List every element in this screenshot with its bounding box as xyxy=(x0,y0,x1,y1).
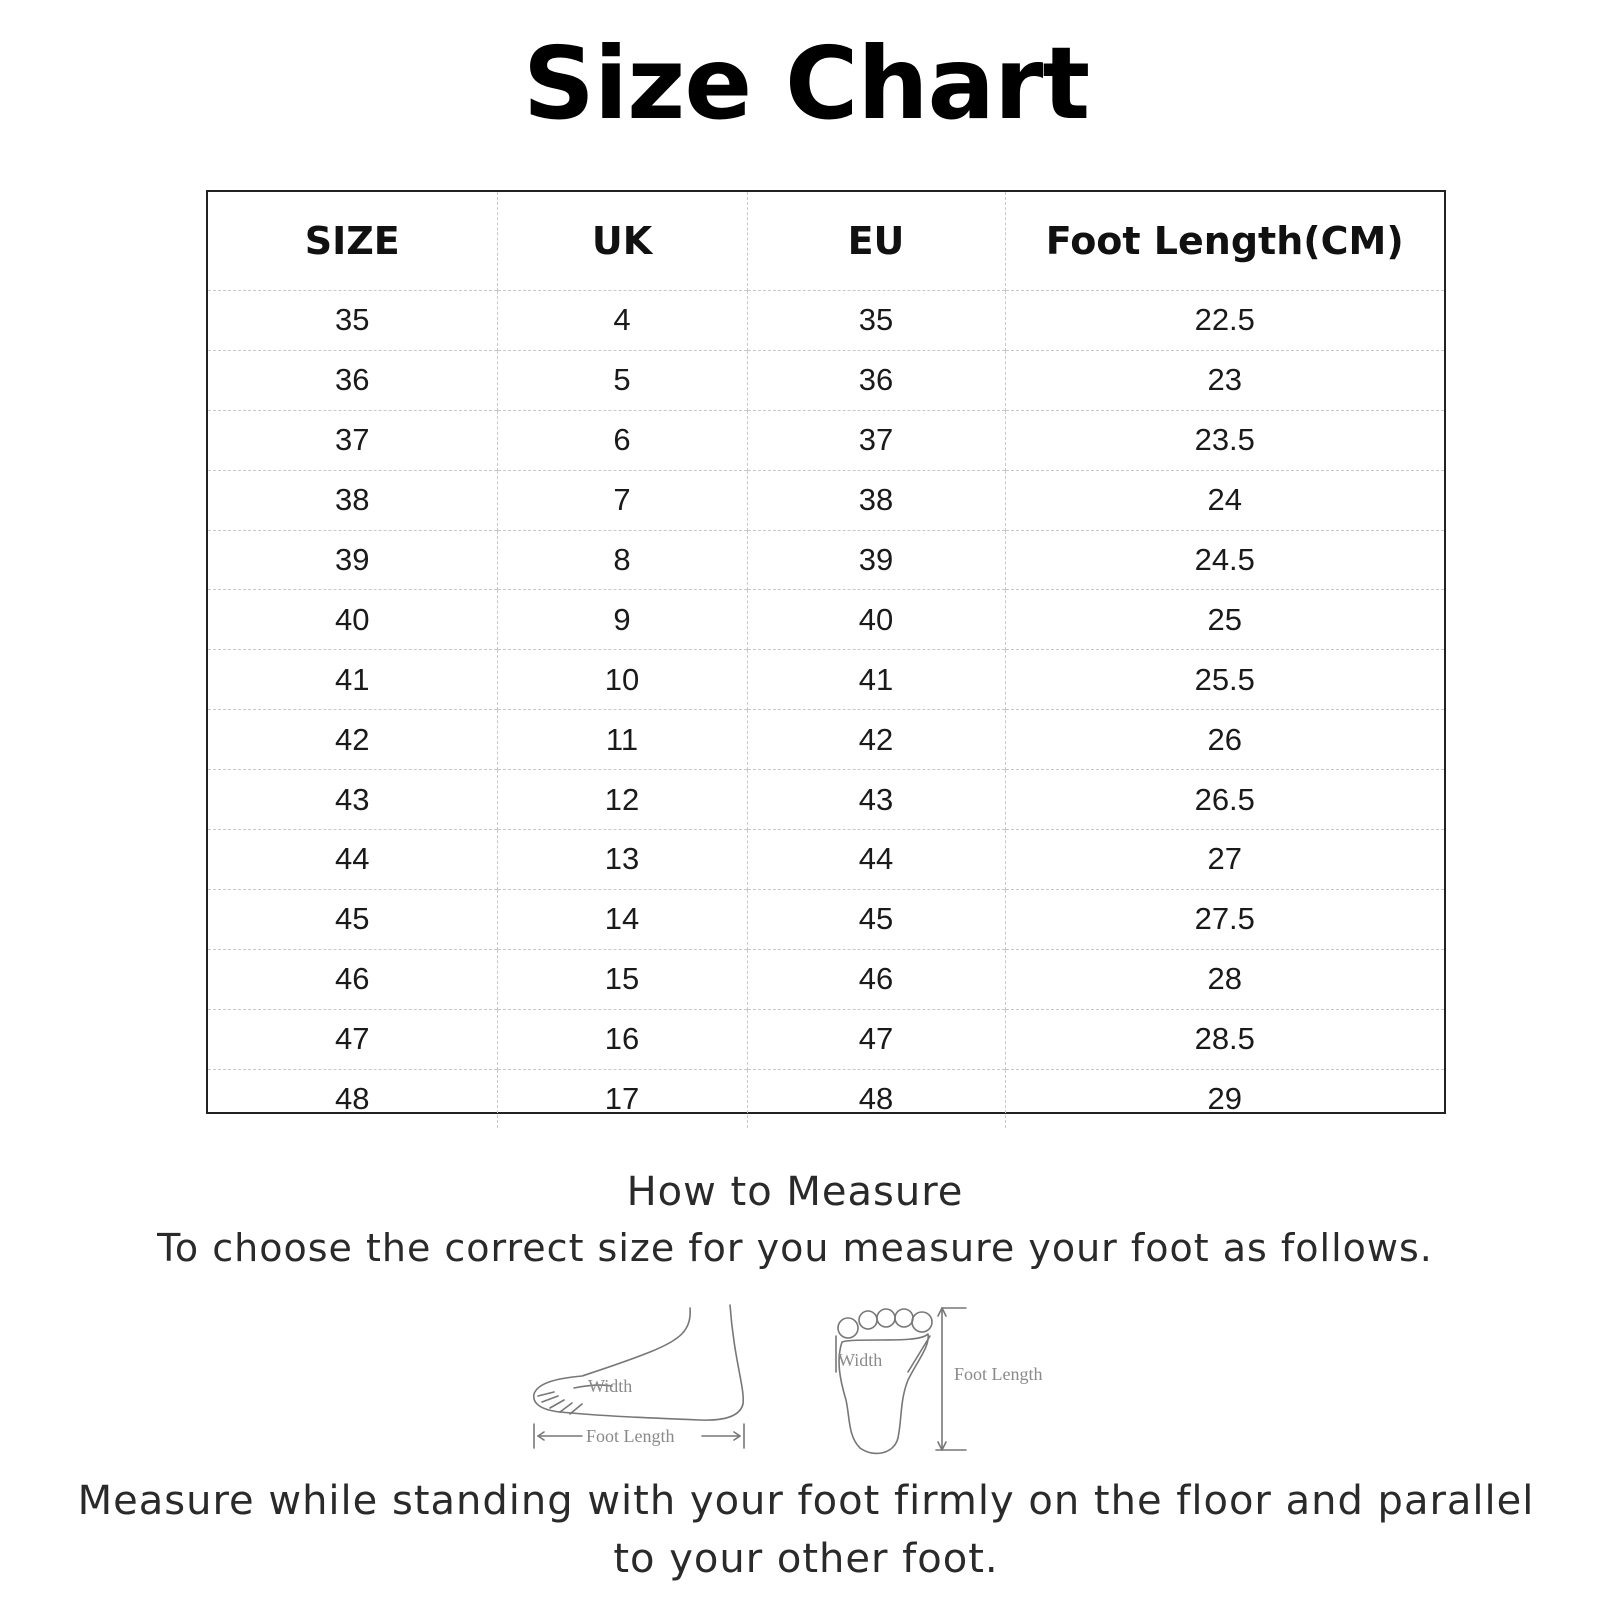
cell-foot-length: 24 xyxy=(1005,470,1444,530)
header-size: SIZE xyxy=(304,219,400,263)
cell-uk: 12 xyxy=(497,770,747,830)
cell-uk: 4 xyxy=(497,291,747,351)
cell-uk: 6 xyxy=(497,410,747,470)
cell-eu: 35 xyxy=(747,291,1005,351)
size-table-grid xyxy=(208,192,1444,1128)
cell-uk: 16 xyxy=(497,1009,747,1069)
cell-uk: 13 xyxy=(497,830,747,890)
cell-foot-length: 26 xyxy=(1005,710,1444,770)
cell-uk: 17 xyxy=(497,1069,747,1128)
cell-size: 36 xyxy=(208,350,497,410)
cell-eu: 36 xyxy=(747,350,1005,410)
cell-size: 40 xyxy=(208,590,497,650)
cell-size: 39 xyxy=(208,530,497,590)
cell-foot-length: 27.5 xyxy=(1005,889,1444,949)
header-foot-length: Foot Length(CM) xyxy=(1005,192,1444,291)
cell-eu: 38 xyxy=(747,470,1005,530)
cell-size: 38 xyxy=(208,470,497,530)
header-eu: EU xyxy=(747,192,1005,291)
cell-size: 42 xyxy=(208,710,497,770)
cell-uk: 8 xyxy=(497,530,747,590)
cell-size: 46 xyxy=(208,949,497,1009)
top-foot-toe-2 xyxy=(859,1311,877,1329)
cell-foot-length: 26.5 xyxy=(1005,770,1444,830)
cell-uk: 11 xyxy=(497,710,747,770)
cell-uk: 15 xyxy=(497,949,747,1009)
table-row xyxy=(208,770,1444,830)
table-row xyxy=(208,530,1444,590)
foot-measure-diagram xyxy=(530,1300,1110,1460)
cell-eu: 45 xyxy=(747,889,1005,949)
cell-eu: 41 xyxy=(747,650,1005,710)
table-row xyxy=(208,1009,1444,1069)
top-length-label: Foot Length xyxy=(954,1364,1043,1384)
cell-uk: 14 xyxy=(497,889,747,949)
cell-foot-length: 24.5 xyxy=(1005,530,1444,590)
cell-foot-length: 28 xyxy=(1005,949,1444,1009)
cell-uk: 5 xyxy=(497,350,747,410)
table-row xyxy=(208,710,1444,770)
top-foot-toe-1 xyxy=(838,1318,858,1338)
table-row xyxy=(208,1069,1444,1128)
table-row xyxy=(208,470,1444,530)
measure-instructions-line-1: Measure while standing with your foot firmly on the floor and parallel xyxy=(77,1478,1535,1524)
measure-instructions xyxy=(0,1472,1612,1588)
how-to-measure-heading: How to Measure xyxy=(626,1169,964,1215)
cell-uk: 7 xyxy=(497,470,747,530)
table-row xyxy=(208,650,1444,710)
cell-eu: 40 xyxy=(747,590,1005,650)
side-foot-outline xyxy=(534,1305,743,1420)
top-foot-toe-4 xyxy=(895,1309,913,1327)
cell-size: 48 xyxy=(208,1069,497,1128)
cell-size: 43 xyxy=(208,770,497,830)
cell-size: 37 xyxy=(208,410,497,470)
cell-foot-length: 28.5 xyxy=(1005,1009,1444,1069)
cell-size: 44 xyxy=(208,830,497,890)
table-header-row xyxy=(208,192,1444,291)
table-row xyxy=(208,291,1444,351)
page-title: Size Chart xyxy=(522,25,1090,142)
side-length-label: Foot Length xyxy=(586,1426,675,1446)
cell-eu: 47 xyxy=(747,1009,1005,1069)
measure-instructions-line-2: to your other foot. xyxy=(613,1536,999,1582)
cell-eu: 39 xyxy=(747,530,1005,590)
cell-eu: 44 xyxy=(747,830,1005,890)
cell-foot-length: 23.5 xyxy=(1005,410,1444,470)
table-row xyxy=(208,350,1444,410)
side-width-label: Width xyxy=(588,1376,633,1396)
top-foot-toe-5 xyxy=(912,1312,932,1332)
cell-eu: 43 xyxy=(747,770,1005,830)
cell-eu: 46 xyxy=(747,949,1005,1009)
cell-foot-length: 25.5 xyxy=(1005,650,1444,710)
cell-foot-length: 29 xyxy=(1005,1069,1444,1128)
top-width-guide-right xyxy=(908,1336,930,1372)
cell-uk: 10 xyxy=(497,650,747,710)
table-row xyxy=(208,889,1444,949)
table-row xyxy=(208,949,1444,1009)
cell-foot-length: 27 xyxy=(1005,830,1444,890)
cell-foot-length: 23 xyxy=(1005,350,1444,410)
header-uk: UK xyxy=(497,192,747,291)
cell-size: 35 xyxy=(208,291,497,351)
cell-eu: 37 xyxy=(747,410,1005,470)
top-foot-toe-3 xyxy=(877,1309,895,1327)
cell-uk: 9 xyxy=(497,590,747,650)
top-foot-illustration xyxy=(836,1308,966,1453)
cell-foot-length: 25 xyxy=(1005,590,1444,650)
cell-size: 47 xyxy=(208,1009,497,1069)
cell-size: 45 xyxy=(208,889,497,949)
top-width-label: Width xyxy=(838,1350,883,1370)
how-to-measure-intro: To choose the correct size for you measure your foot as follows. xyxy=(157,1226,1433,1270)
side-foot-toe-lines xyxy=(538,1392,582,1414)
cell-eu: 42 xyxy=(747,710,1005,770)
table-row xyxy=(208,830,1444,890)
size-table xyxy=(206,190,1446,1117)
cell-size: 41 xyxy=(208,650,497,710)
cell-eu: 48 xyxy=(747,1069,1005,1128)
table-row xyxy=(208,590,1444,650)
table-row xyxy=(208,410,1444,470)
cell-foot-length: 22.5 xyxy=(1005,291,1444,351)
